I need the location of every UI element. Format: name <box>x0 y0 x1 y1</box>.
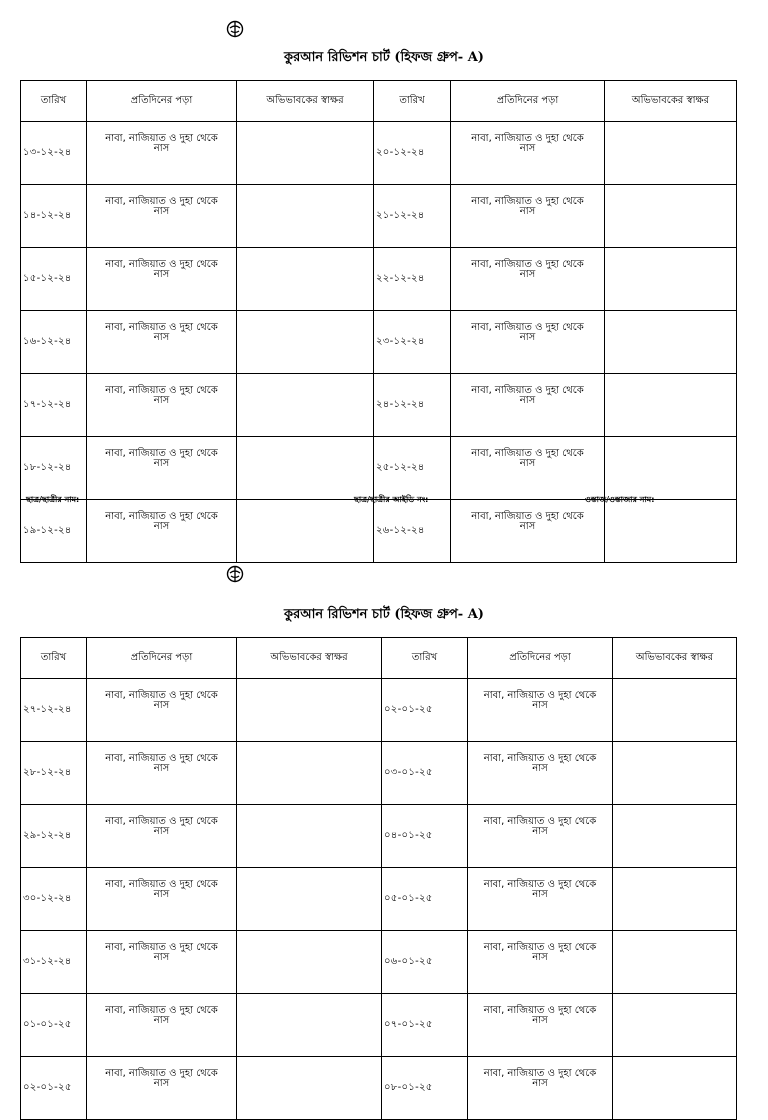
reading-range-text: নাবা, নাজিয়াত ও দুহা থেকে <box>483 753 597 764</box>
student-id-label: ছাত্র/ছাত্রীর আইডি নং: <box>354 495 429 504</box>
guardian-signature-cell[interactable] <box>237 437 374 500</box>
guardian-signature-cell[interactable] <box>613 742 737 805</box>
guardian-signature-cell[interactable] <box>605 437 737 500</box>
reading-end-text: নাস <box>153 1078 170 1089</box>
date-cell: ২৭-১২-২৪ <box>21 679 87 742</box>
table-row <box>21 437 737 500</box>
guardian-signature-cell[interactable] <box>237 742 382 805</box>
reading-range-text: নাবা, নাজিয়াত ও দুহা থেকে <box>105 1068 218 1079</box>
daily-reading-cell <box>468 805 613 868</box>
column-header-reading: প্রতিদিনের পড়া <box>87 638 237 679</box>
table-row <box>21 500 737 563</box>
reading-range-text: নাবা, নাজিয়াত ও দুহা থেকে <box>105 196 218 207</box>
guardian-signature-cell[interactable] <box>613 994 737 1057</box>
column-header-reading: প্রতিদিনের পড়া <box>87 81 237 122</box>
reading-range-text: নাবা, নাজিয়াত ও দুহা থেকে <box>471 196 584 207</box>
guardian-signature-cell[interactable] <box>237 500 374 563</box>
reading-range-text: নাবা, নাজিয়াত ও দুহা থেকে <box>483 942 597 953</box>
daily-reading-cell <box>87 500 237 563</box>
daily-reading-cell <box>451 437 605 500</box>
guardian-signature-cell[interactable] <box>613 931 737 994</box>
reading-range-text: নাবা, নাজিয়াত ও দুহা থেকে <box>105 259 218 270</box>
guardian-signature-cell[interactable] <box>605 311 737 374</box>
reading-range-text: নাবা, নাজিয়াত ও দুহা থেকে <box>105 133 218 144</box>
daily-reading-cell <box>451 500 605 563</box>
date-cell: ২১-১২-২৪ <box>374 185 451 248</box>
table-row <box>21 994 737 1057</box>
reading-range-text: নাবা, নাজিয়াত ও দুহা থেকে <box>471 133 584 144</box>
guardian-signature-cell[interactable] <box>237 374 374 437</box>
reading-end-text: নাস <box>532 763 548 774</box>
guardian-signature-cell[interactable] <box>237 805 382 868</box>
date-cell: ১৩-১২-২৪ <box>21 122 87 185</box>
date-cell: ০৩-০১-২৫ <box>382 742 468 805</box>
reading-range-text: নাবা, নাজিয়াত ও দুহা থেকে <box>105 385 218 396</box>
daily-reading-cell <box>87 374 237 437</box>
table-row <box>21 805 737 868</box>
column-header-signature: অভিভাবকের স্বাক্ষর <box>237 81 374 122</box>
guardian-signature-cell[interactable] <box>613 868 737 931</box>
date-cell: ১৬-১২-২৪ <box>21 311 87 374</box>
table-row <box>21 374 737 437</box>
reading-end-text: নাস <box>519 269 536 280</box>
guardian-signature-cell[interactable] <box>613 805 737 868</box>
reading-range-text: নাবা, নাজিয়াত ও দুহা থেকে <box>483 816 597 827</box>
guardian-signature-cell[interactable] <box>613 1057 737 1120</box>
reading-end-text: নাস <box>532 1015 548 1026</box>
guardian-signature-cell[interactable] <box>237 868 382 931</box>
date-cell: ০১-০১-২৫ <box>21 994 87 1057</box>
reading-end-text: নাস <box>153 763 170 774</box>
guardian-signature-cell[interactable] <box>605 374 737 437</box>
guardian-signature-cell[interactable] <box>237 679 382 742</box>
daily-reading-cell <box>451 374 605 437</box>
guardian-signature-cell[interactable] <box>237 931 382 994</box>
column-header-signature: অভিভাবকের স্বাক্ষর <box>613 638 737 679</box>
reading-range-text: নাবা, নাজিয়াত ও দুহা থেকে <box>483 1005 597 1016</box>
student-name-label: ছাত্র/ছাত্রীর নাম: <box>26 495 80 504</box>
teacher-name-label: ওস্তাজ/ওস্তাজার নাম: <box>585 495 655 504</box>
reading-range-text: নাবা, নাজিয়াত ও দুহা থেকে <box>105 511 218 522</box>
reading-range-text: নাবা, নাজিয়াত ও দুহা থেকে <box>105 879 218 890</box>
daily-reading-cell <box>468 931 613 994</box>
date-cell: ৩০-১২-২৪ <box>21 868 87 931</box>
daily-reading-cell <box>87 437 237 500</box>
reading-range-text: নাবা, নাজিয়াত ও দুহা থেকে <box>471 385 584 396</box>
reading-end-text: নাস <box>532 826 548 837</box>
logo-icon <box>225 19 245 39</box>
date-cell: ২৬-১২-২৪ <box>374 500 451 563</box>
date-cell: ০২-০১-২৫ <box>382 679 468 742</box>
table-row <box>21 931 737 994</box>
date-cell: ১৪-১২-২৪ <box>21 185 87 248</box>
reading-end-text: নাস <box>153 1015 170 1026</box>
reading-range-text: নাবা, নাজিয়াত ও দুহা থেকে <box>471 322 584 333</box>
reading-range-text: নাবা, নাজিয়াত ও দুহা থেকে <box>105 816 218 827</box>
daily-reading-cell <box>87 931 237 994</box>
date-cell: ১৭-১২-২৪ <box>21 374 87 437</box>
table-row <box>21 122 737 185</box>
guardian-signature-cell[interactable] <box>237 185 374 248</box>
column-header-date: তারিখ <box>21 81 87 122</box>
column-header-reading: প্রতিদিনের পড়া <box>451 81 605 122</box>
reading-range-text: নাবা, নাজিয়াত ও দুহা থেকে <box>483 1068 597 1079</box>
guardian-signature-cell[interactable] <box>605 122 737 185</box>
reading-range-text: নাবা, নাজিয়াত ও দুহা থেকে <box>105 690 218 701</box>
daily-reading-cell <box>451 311 605 374</box>
daily-reading-cell <box>87 185 237 248</box>
daily-reading-cell <box>87 805 237 868</box>
reading-range-text: নাবা, নাজিয়াত ও দুহা থেকে <box>105 322 218 333</box>
reading-range-text: নাবা, নাজিয়াত ও দুহা থেকে <box>483 879 597 890</box>
revision-table <box>20 80 737 563</box>
reading-range-text: নাবা, নাজিয়াত ও দুহা থেকে <box>471 448 584 459</box>
table-row <box>21 868 737 931</box>
date-cell: ১৫-১২-২৪ <box>21 248 87 311</box>
reading-end-text: নাস <box>153 889 170 900</box>
reading-end-text: নাস <box>532 1078 548 1089</box>
date-cell: ২২-১২-২৪ <box>374 248 451 311</box>
column-header-date: তারিখ <box>21 638 87 679</box>
date-cell: ২৫-১২-২৪ <box>374 437 451 500</box>
date-cell: ৩১-১২-২৪ <box>21 931 87 994</box>
table-row <box>21 742 737 805</box>
reading-end-text: নাস <box>153 521 170 532</box>
date-cell: ০৮-০১-২৫ <box>382 1057 468 1120</box>
daily-reading-cell <box>468 679 613 742</box>
daily-reading-cell <box>468 1057 613 1120</box>
reading-end-text: নাস <box>153 952 170 963</box>
reading-range-text: নাবা, নাজিয়াত ও দুহা থেকে <box>483 690 597 701</box>
reading-end-text: নাস <box>532 889 548 900</box>
date-cell: ০২-০১-২৫ <box>21 1057 87 1120</box>
daily-reading-cell <box>87 122 237 185</box>
reading-end-text: নাস <box>153 332 170 343</box>
date-cell: ০৬-০১-২৫ <box>382 931 468 994</box>
daily-reading-cell <box>451 248 605 311</box>
reading-range-text: নাবা, নাজিয়াত ও দুহা থেকে <box>105 942 218 953</box>
chart-title: কুরআন রিভিশন চার্ট (হিফজ গ্রুপ- A) <box>284 50 484 65</box>
daily-reading-cell <box>468 868 613 931</box>
date-cell: ০৪-০১-২৫ <box>382 805 468 868</box>
column-header-reading: প্রতিদিনের পড়া <box>468 638 613 679</box>
revision-table <box>20 637 737 1120</box>
reading-range-text: নাবা, নাজিয়াত ও দুহা থেকে <box>105 1005 218 1016</box>
date-cell: ২৩-১২-২৪ <box>374 311 451 374</box>
daily-reading-cell <box>87 311 237 374</box>
reading-end-text: নাস <box>153 395 170 406</box>
daily-reading-cell <box>87 679 237 742</box>
table-header-row <box>21 638 737 679</box>
table-row <box>21 185 737 248</box>
guardian-signature-cell[interactable] <box>613 679 737 742</box>
daily-reading-cell <box>87 868 237 931</box>
guardian-signature-cell[interactable] <box>605 185 737 248</box>
date-cell: ২৮-১২-২৪ <box>21 742 87 805</box>
daily-reading-cell <box>451 122 605 185</box>
daily-reading-cell <box>87 248 237 311</box>
date-cell: ১৯-১২-২৪ <box>21 500 87 563</box>
guardian-signature-cell[interactable] <box>237 1057 382 1120</box>
guardian-signature-cell[interactable] <box>237 122 374 185</box>
guardian-signature-cell[interactable] <box>237 248 374 311</box>
reading-range-text: নাবা, নাজিয়াত ও দুহা থেকে <box>471 511 584 522</box>
guardian-signature-cell[interactable] <box>237 994 382 1057</box>
date-cell: ০৭-০১-২৫ <box>382 994 468 1057</box>
date-cell: ১৮-১২-২৪ <box>21 437 87 500</box>
reading-end-text: নাস <box>519 332 536 343</box>
reading-end-text: নাস <box>519 143 536 154</box>
table-header-row <box>21 81 737 122</box>
date-cell: ২৯-১২-২৪ <box>21 805 87 868</box>
date-cell: ২০-১২-২৪ <box>374 122 451 185</box>
reading-end-text: নাস <box>153 143 170 154</box>
column-header-date: তারিখ <box>374 81 451 122</box>
column-header-date: তারিখ <box>382 638 468 679</box>
date-cell: ০৫-০১-২৫ <box>382 868 468 931</box>
daily-reading-cell <box>87 1057 237 1120</box>
reading-end-text: নাস <box>153 700 170 711</box>
reading-end-text: নাস <box>519 521 536 532</box>
reading-end-text: নাস <box>532 700 548 711</box>
reading-range-text: নাবা, নাজিয়াত ও দুহা থেকে <box>471 259 584 270</box>
daily-reading-cell <box>87 742 237 805</box>
table-row <box>21 679 737 742</box>
column-header-signature: অভিভাবকের স্বাক্ষর <box>237 638 382 679</box>
reading-end-text: নাস <box>519 206 536 217</box>
reading-range-text: নাবা, নাজিয়াত ও দুহা থেকে <box>105 753 218 764</box>
guardian-signature-cell[interactable] <box>605 500 737 563</box>
column-header-signature: অভিভাবকের স্বাক্ষর <box>605 81 737 122</box>
date-cell: ২৪-১২-২৪ <box>374 374 451 437</box>
reading-end-text: নাস <box>519 458 536 469</box>
reading-end-text: নাস <box>153 206 170 217</box>
guardian-signature-cell[interactable] <box>237 311 374 374</box>
guardian-signature-cell[interactable] <box>605 248 737 311</box>
table-row <box>21 1057 737 1120</box>
logo-icon <box>225 564 245 584</box>
daily-reading-cell <box>468 994 613 1057</box>
reading-end-text: নাস <box>153 269 170 280</box>
daily-reading-cell <box>87 994 237 1057</box>
table-row <box>21 311 737 374</box>
chart-title: কুরআন রিভিশন চার্ট (হিফজ গ্রুপ- A) <box>284 607 484 622</box>
daily-reading-cell <box>451 185 605 248</box>
reading-end-text: নাস <box>153 458 170 469</box>
reading-end-text: নাস <box>532 952 548 963</box>
daily-reading-cell <box>468 742 613 805</box>
table-row <box>21 248 737 311</box>
reading-end-text: নাস <box>153 826 170 837</box>
reading-end-text: নাস <box>519 395 536 406</box>
reading-range-text: নাবা, নাজিয়াত ও দুহা থেকে <box>105 448 218 459</box>
table-body <box>21 679 737 1120</box>
